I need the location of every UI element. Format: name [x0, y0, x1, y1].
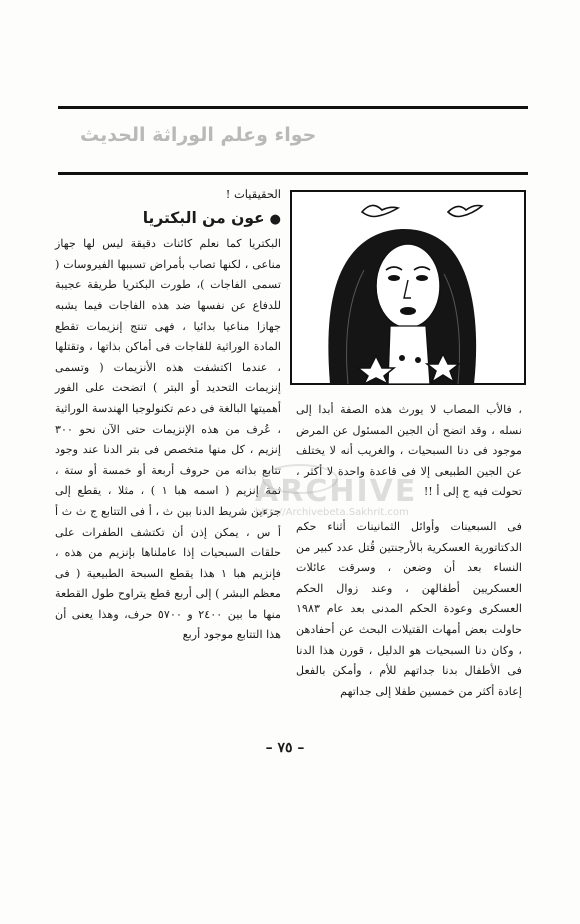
archive-watermark-url: http://Archivebeta.Sakhrit.com [255, 507, 409, 518]
page-number: – ٧٥ – [265, 740, 305, 756]
bullet-icon: ● [269, 211, 281, 227]
section-heading [55, 208, 281, 231]
paragraph-bacteria: البكتريا كما نعلم كائنات دقيقة ليس لها جهاز مناعى ، لكنها تصاب بأمراض تسببها الفيروسات ( تسمى الفاجات )، طورت البكتريا طريقة عجيبة للدفاع عن نفسها ضد هذه الفاجات فيما يشبه جهازا مناعيا بدائيا ، فهى تنتج إنزيمات تقطع المادة الوراثية للفاجات فى أماكن بذاتها ، وتقتلها ، عندما اكتشفت هذه الأنزيمات ( وتسمى إنزيمات التحديد أو البتر ) اتضحت على الفور أهميتها البالغة فى دعم تكنولوجيا الهندسة الوراثية ، عُرف من هذه الإنزيمات حتى الآن نحو ٣٠٠ إنزيم ، كل منها متخصص فى بتر الدنا عند وجود تتابع بذاته من حروف أربعة أو خمسة أو ستة ، ثمة إنزيم ( اسمه هبا ١ ) ، مثلا ، يقطع إلى جزءين شريط الدنا بين ث ، أ فى التتابع ج ث ث أ أ س ، يمكن إذن أن تكتشف الطفرات على حلقات السبحيات إذا عاملناها بإنزيم من هذه ، فإنزيم هبا ١ هذا يقطع السبحة الطبيعية ( فى معظم البشر ) إلى أربع قطع يتراوح طول القطعة منها ما بين ٢٤٠٠ و ٥٧٠٠ حرف، وهذا يعنى أن هذا التتابع موجود أربع [55, 237, 282, 642]
header-rule-top [58, 106, 528, 109]
right-column [55, 184, 281, 646]
left-column [296, 400, 522, 702]
woman-illustration [290, 190, 526, 385]
running-title: حواء وعلم الوراثة الحديث [80, 124, 317, 146]
heading-text: عون من البكتريا [142, 208, 265, 227]
paragraph-argentina: فى السبعينات وأوائل الثمانينات أثناء حكم الدكتاتورية العسكرية بالأرجنتين قُتل عدد كبير من النساء بعد أن وضعن ، وسرقت عائلات العسكريين أطفالهن ، وعند زوال الحكم العسكرى وعودة الحكم المدنى بعد عام ١٩٨٣ حاولت بعض أمهات القتيلات البحث عن أحفادهن ، وكان دنا السبحيات هو الدليل ، قورن هذا الدنا فى الأطفال بدنا جداتهم للأم ، وأمكن بالفعل إعادة أكثر من خمسين طفلا إلى جداتهم [296, 519, 522, 698]
section-label: الحقيقيات ! [225, 187, 281, 201]
archive-watermark-text: ARCHIVE [255, 474, 418, 509]
header-rule-bottom [58, 172, 528, 175]
paragraph-inheritance: ، فالأب المصاب لا يورث هذه الصفة أبدا إلى نسله ، وقد اتضح أن الجين المسئول عن المرض موجود فى دنا السبحيات ، والغريب أنه لا يختلف عن الجين الطبيعى إلا فى قاعدة واحدة لا أكثر ، تحولت فيه ج إلى أ !! [296, 403, 522, 499]
